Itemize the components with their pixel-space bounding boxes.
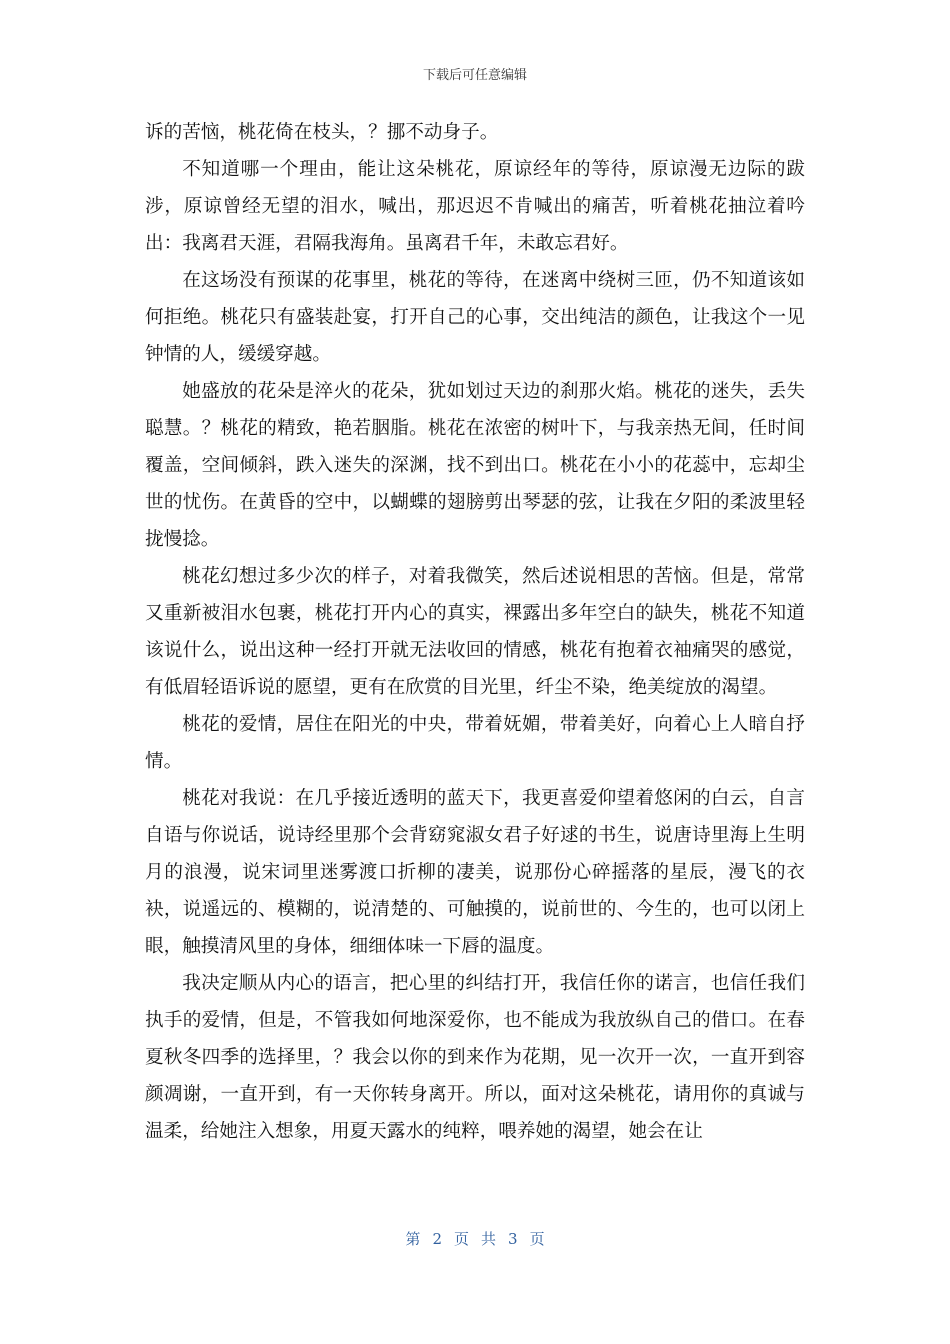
page-header: 下载后可任意编辑 [422, 68, 527, 83]
footer-total-pages: 3 [508, 1230, 518, 1248]
paragraph: 我决定顺从内心的语言，把心里的纠结打开，我信任你的诺言，也信任我们执手的爱情，但是，不管我如何地深爱你，也不能成为我放纵自己的借口。在春夏秋冬四季的选择里，？我会以你的到来作为花期，见一次开一次，一直开到容颜凋谢，一直开到，有一天你转身离开。所以，面对这朵桃花，请用你的真诚与温柔，给她注入想象，用夏天露水的纯粹，喂养她的渴望，她会在让 [145, 973, 805, 1142]
paragraph: 桃花幻想过多少次的样子，对着我微笑，然后述说相思的苦恼。但是，常常又重新被泪水包裹，桃花打开内心的真实，裸露出多年空白的缺失，桃花不知道该说什么，说出这种一经打开就无法收回的情感，桃花有抱着衣袖痛哭的感觉，有低眉轻语诉说的愿望，更有在欣赏的目光里，纤尘不染，绝美绽放的渴望。 [145, 566, 805, 698]
footer-di: 第 [405, 1230, 421, 1248]
footer-ye: 页 [453, 1230, 469, 1248]
footer-page-number: 2 [432, 1230, 442, 1248]
paragraph-continued: 诉的苦恼，桃花倚在枝头，？挪不动身子。 [145, 122, 499, 143]
paragraph: 桃花对我说：在几乎接近透明的蓝天下，我更喜爱仰望着悠闲的白云，自言自语与你说话，说诗经里那个会背窈窕淑女君子好逑的书生，说唐诗里海上生明月的浪漫，说宋词里迷雾渡口折柳的凄美，说那份心碎摇落的星辰，漫飞的衣袂，说遥远的、模糊的，说清楚的、可触摸的，说前世的、今生的，也可以闭上眼，触摸清风里的身体，细细体味一下唇的温度。 [145, 788, 805, 957]
paragraph: 桃花的爱情，居住在阳光的中央，带着妩媚，带着美好，向着心上人暗自抒情。 [145, 714, 805, 772]
document-body [145, 114, 805, 1150]
footer-gong: 共 [481, 1230, 497, 1248]
page-footer [0, 1228, 950, 1249]
paragraph: 在这场没有预谋的花事里，桃花的等待，在迷离中绕树三匝，仍不知道该如何拒绝。桃花只有盛装赴宴，打开自己的心事，交出纯洁的颜色，让我这个一见钟情的人，缓缓穿越。 [145, 270, 805, 365]
paragraph: 她盛放的花朵是淬火的花朵，犹如划过天边的刹那火焰。桃花的迷失，丢失聪慧。？桃花的精致，艳若胭脂。桃花在浓密的树叶下，与我亲热无间，任时间覆盖，空间倾斜，跌入迷失的深渊，找不到出口。桃花在小小的花蕊中，忘却尘世的忧伤。在黄昏的空中，以蝴蝶的翅膀剪出琴瑟的弦，让我在夕阳的柔波里轻拢慢捻。 [145, 381, 805, 550]
paragraph: 不知道哪一个理由，能让这朵桃花，原谅经年的等待，原谅漫无边际的跋涉，原谅曾经无望的泪水，喊出，那迟迟不肯喊出的痛苦，听着桃花抽泣着吟出：我离君天涯，君隔我海角。虽离君千年，未敢忘君好。 [145, 159, 805, 254]
footer-ye2: 页 [529, 1230, 545, 1248]
